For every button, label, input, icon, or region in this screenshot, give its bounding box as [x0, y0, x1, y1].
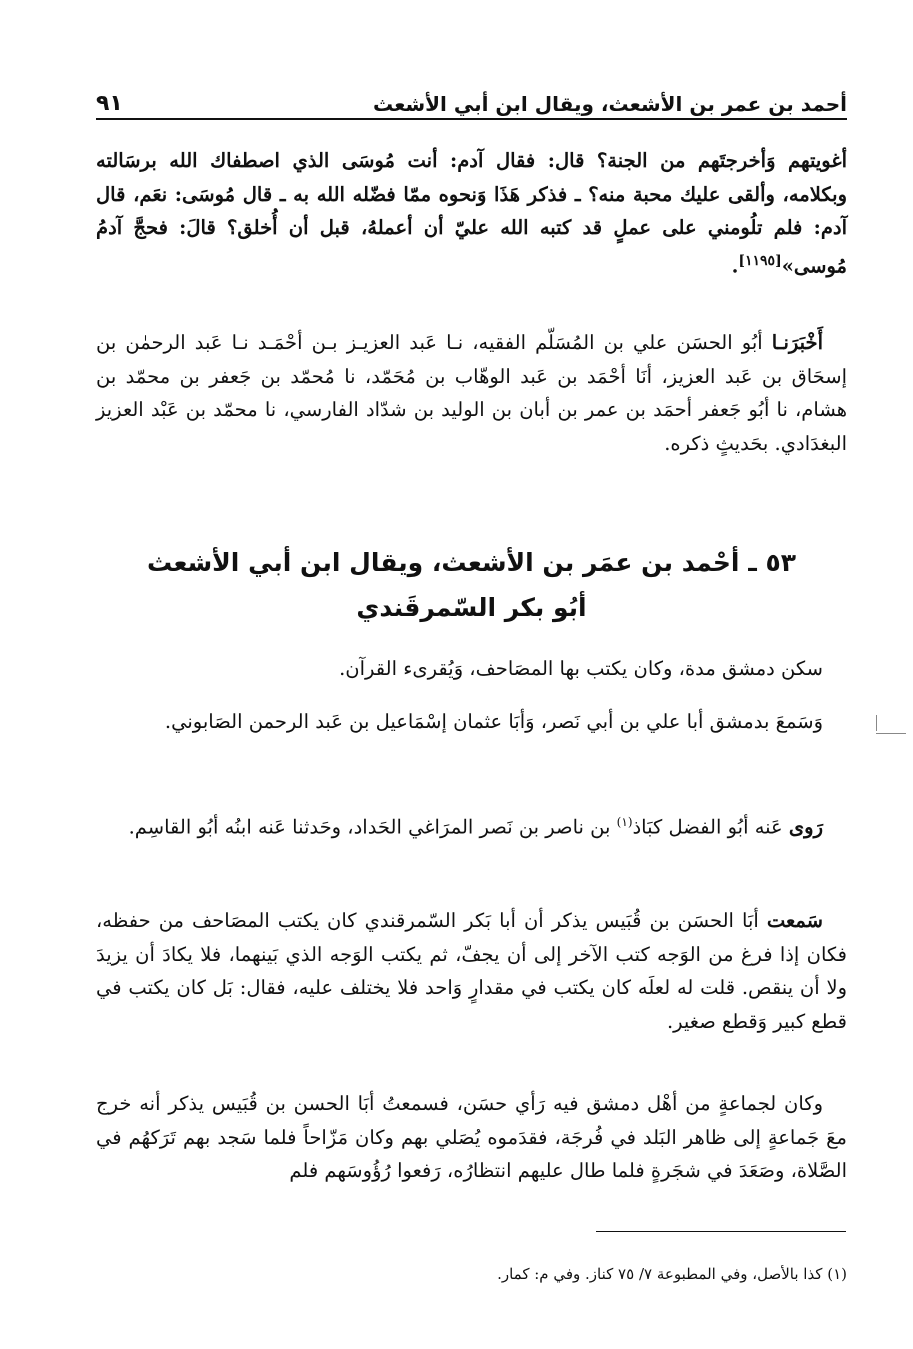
anecdote-text: وكان لجماعةٍ من أهْل دمشق فيه رَأي حسَن، فسمعتُ أبَا الحسن بن قُبَيس يذكر أنه خرج معَ جَماعةٍ إلى ظاهر البَلد في فُرجَة، فقدَموه يُصَلي بهم وكان مَزّاحاً فلما سَجد بهم تَرَكهُم في الصَّلاة، وصَعَدَ في شجَرةٍ فلما طال عليهم انتظارُه، رَفعوا رُؤُوسَهم فلم [96, 1092, 847, 1182]
isnad-lead: أَخْبَرَنـا [771, 331, 823, 354]
paragraph-narrators [96, 806, 847, 844]
paragraph-isnad [96, 326, 847, 460]
narrators-lead: رَوى [788, 815, 823, 839]
hadith-end: . [731, 254, 739, 277]
teachers-text: وَسَمعَ بدمشق أبا علي بن أبي نَصر، وَأبَا عثمان إسْمَاعيل بن عَبد الرحمن الصَابوني. [164, 710, 823, 733]
paragraph-residence [96, 652, 847, 686]
isnad-text: أبُو الحسَن علي بن المُسَلّم الفقيه، نـا عَبد العزيـز بـن أحْمَـد نـا عَبد الرحمٰن بن إسحَاق بن عَبد العزيز، أنَا أحْمَد بن عَبد الوهّاب بن مُحَمّد، نا مُحمّد بن جَعفر بن محمّد بن هشام، نا أبُو جَعفر أحمَد بن عمر بن أبان بن الوليد بن شدّاد الفارسي، نا محمّد بن عَبْد العزيز البغدَادي. بحَديثٍ ذكره. [96, 331, 847, 455]
entry-heading: ٥٣ ـ أحْمد بن عمَر بن الأشعث، ويقال ابن أبي الأشعث [147, 548, 796, 577]
paragraph-hadith [96, 144, 847, 283]
copying-lead: سَمعت [766, 909, 824, 932]
page-number: ٩١ [96, 91, 123, 116]
scan-mark [876, 733, 906, 734]
footnote-marker: (١) [616, 815, 633, 829]
narrators-text-before: عَنه أبُو الفضل كبَاذ [632, 815, 783, 839]
paragraph-copying [96, 904, 847, 1038]
entry-subheading: أبُو بكر السّمرقَندي [356, 593, 587, 622]
footnote [96, 1262, 847, 1286]
footnote-divider [596, 1231, 846, 1232]
paragraph-hadith-text: أغويتهم وَأخرجتَهم من الجنة؟ قال: فقال آدم: أنت مُوسَى الذي اصطفاك الله برسَالته وبكلامه، وألقى عليك محبة منه؟ ـ فذكر هَذَا وَنحوه ممّا فضّله الله به ـ قال مُوسَى: نعَم، قال آدم: فلم تلُومني على عملٍ قد كتبه الله عليّ أن أعملهُ، قبل أن أُخلق؟ قالَ: فحجَّ آدمُ مُوسى» [96, 149, 847, 277]
footnote-text: (١) كذا بالأصل، وفي المطبوعة ٧/ ٧٥ كناز. وفي م: كمار. [497, 1265, 847, 1283]
scan-mark [876, 715, 877, 731]
paragraph-anecdote [96, 1087, 847, 1188]
running-title: أحمد بن عمر بن الأشعث، ويقال ابن أبي الأشعث [373, 92, 847, 116]
narrators-text-after: بن ناصر بن نَصر المرَاغي الحَداد، وحَدثنا عَنه ابنُه أبُو القاسِم. [128, 815, 611, 839]
paragraph-teachers [96, 705, 847, 739]
hadith-reference: [١١٩٥] [738, 252, 782, 269]
copying-text: أبَا الحسَن بن قُبَيس يذكر أن أبا بَكر السّمرقندي كان يكتب المصَاحف من حفظه، فكان إذا فرغ من الوَجه كتب الآخر إلى أن يجفّ، ثم يكتب الوَجه الذي بَينهما، فلا يكادَ أن يزيدَ ولا أن ينقص. قلت له لعلَه كان يكتب في مقدارٍ وَاحد فلا يختلف عليه، فقال: بَل كان يكتب في قطع كبير وَقطع صغير. [96, 909, 847, 1033]
residence-text: سكن دمشق مدة، وكان يكتب بها المصَاحف، وَيُقرىء القرآن. [339, 657, 823, 680]
page-header [96, 76, 847, 120]
